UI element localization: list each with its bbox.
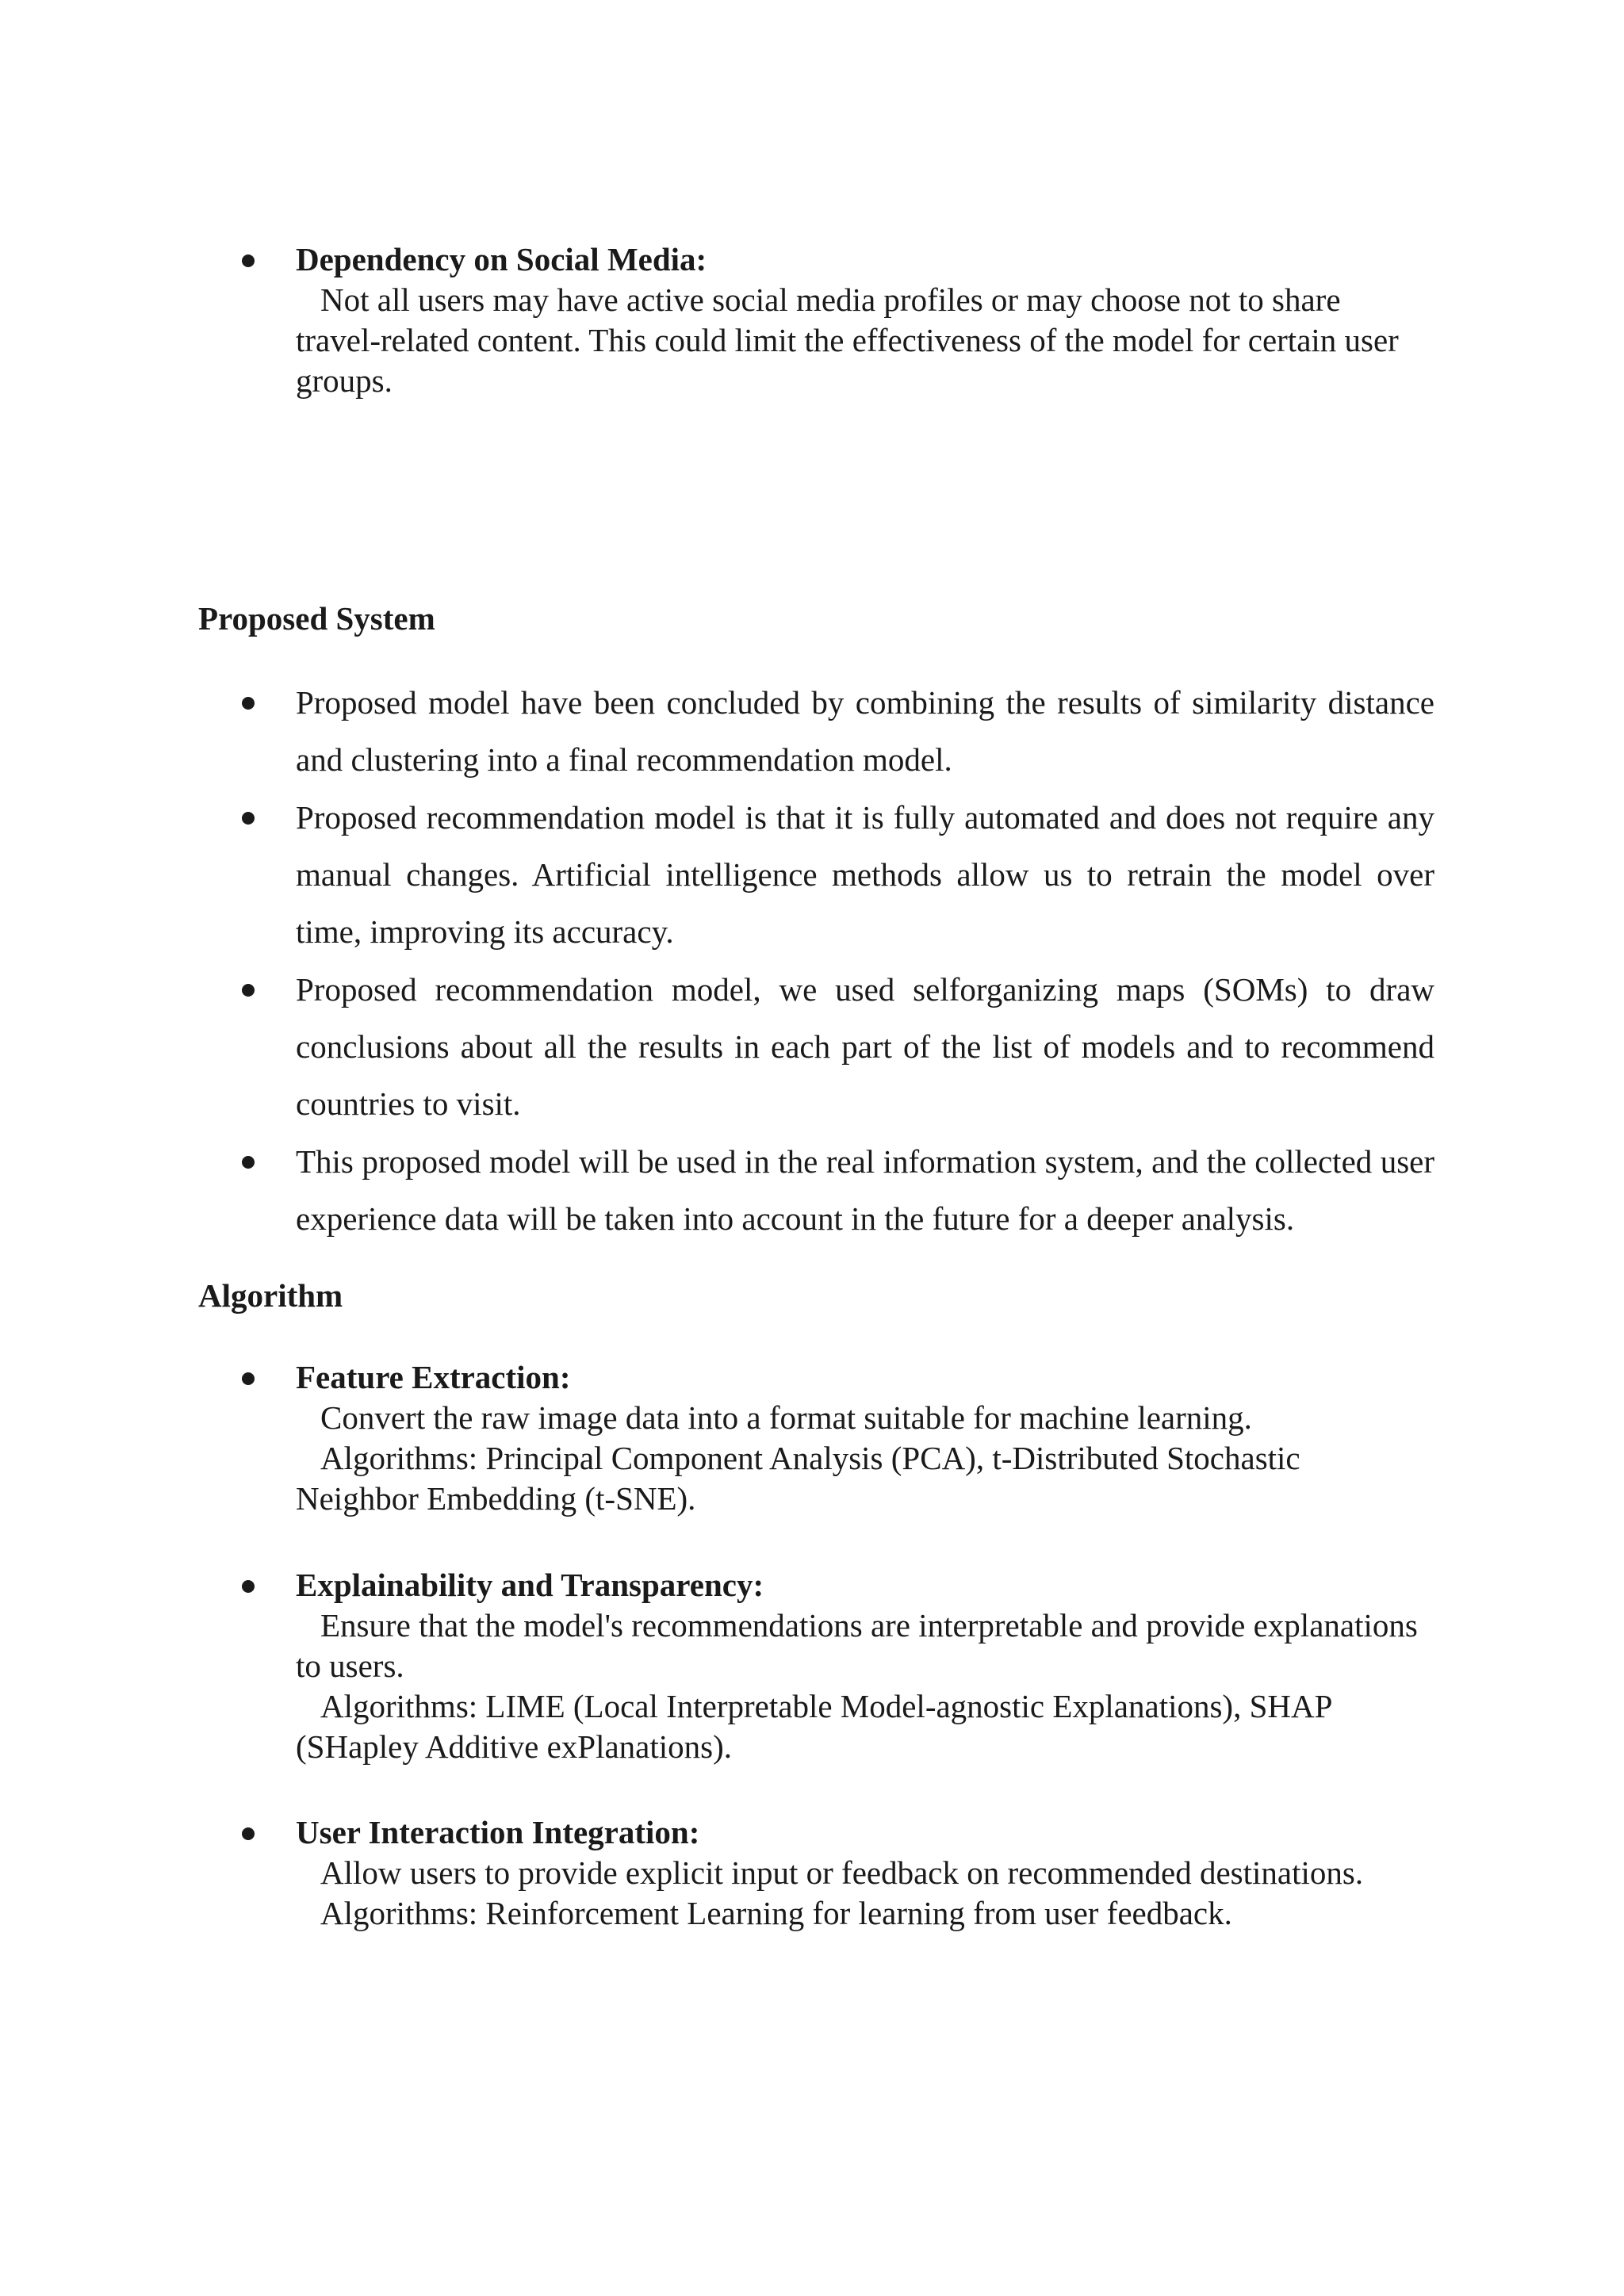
user-interaction-line: Allow users to provide explicit input or feedback on recommended destinations.	[320, 1854, 1364, 1891]
explainability-line: Algorithms: LIME (Local Interpretable Model-agnostic Explanations), SHAP	[320, 1688, 1333, 1724]
dependency-line: groups.	[296, 362, 393, 399]
user-interaction-title: User Interaction Integration:	[296, 1814, 700, 1850]
dependency-title: Dependency on Social Media:	[296, 241, 707, 277]
feature-extraction-line: Convert the raw image data into a format suitable for machine learning.	[320, 1399, 1252, 1436]
bullet-dot	[242, 1580, 255, 1593]
proposed-system-item: Proposed recommendation model is that it is fully automated and does not require any manual changes. Artificial intelligence methods allow us to retrain the model over time, improving its accuracy.	[296, 799, 1434, 950]
bullet-dot	[242, 1827, 255, 1840]
bullet-dot	[242, 812, 255, 825]
dependency-line: Not all users may have active social media profiles or may choose not to share	[320, 281, 1341, 318]
explainability-line: (SHapley Additive exPlanations).	[296, 1728, 732, 1765]
proposed-system-item: This proposed model will be used in the real information system, and the collected user experience data will be taken into account in the future for a deeper analysis.	[296, 1143, 1434, 1237]
feature-extraction-line: Neighbor Embedding (t-SNE).	[296, 1480, 696, 1517]
proposed-system-item: Proposed recommendation model, we used selforganizing maps (SOMs) to draw conclusions about all the results in each part of the list of models and to recommend countries to visit.	[296, 971, 1434, 1122]
section-heading-proposed-system: Proposed System	[198, 600, 435, 637]
bullet-dot	[242, 1372, 255, 1385]
explainability-title: Explainability and Transparency:	[296, 1567, 764, 1603]
section-heading-algorithm: Algorithm	[198, 1277, 343, 1314]
explainability-line: Ensure that the model's recommendations are interpretable and provide explanations	[320, 1607, 1418, 1644]
user-interaction-line: Algorithms: Reinforcement Learning for learning from user feedback.	[320, 1895, 1232, 1931]
bullet-dot	[242, 254, 255, 267]
bullet-dot	[242, 1156, 255, 1169]
explainability-line: to users.	[296, 1647, 404, 1684]
bullet-dot	[242, 984, 255, 997]
dependency-line: travel-related content. This could limit the effectiveness of the model for certain user	[296, 322, 1399, 358]
bullet-dot	[242, 697, 255, 710]
feature-extraction-title: Feature Extraction:	[296, 1359, 571, 1395]
feature-extraction-line: Algorithms: Principal Component Analysis (PCA), t-Distributed Stochastic	[320, 1440, 1300, 1476]
proposed-system-item: Proposed model have been concluded by combining the results of similarity distance and clustering into a final recommendation model.	[296, 684, 1434, 778]
